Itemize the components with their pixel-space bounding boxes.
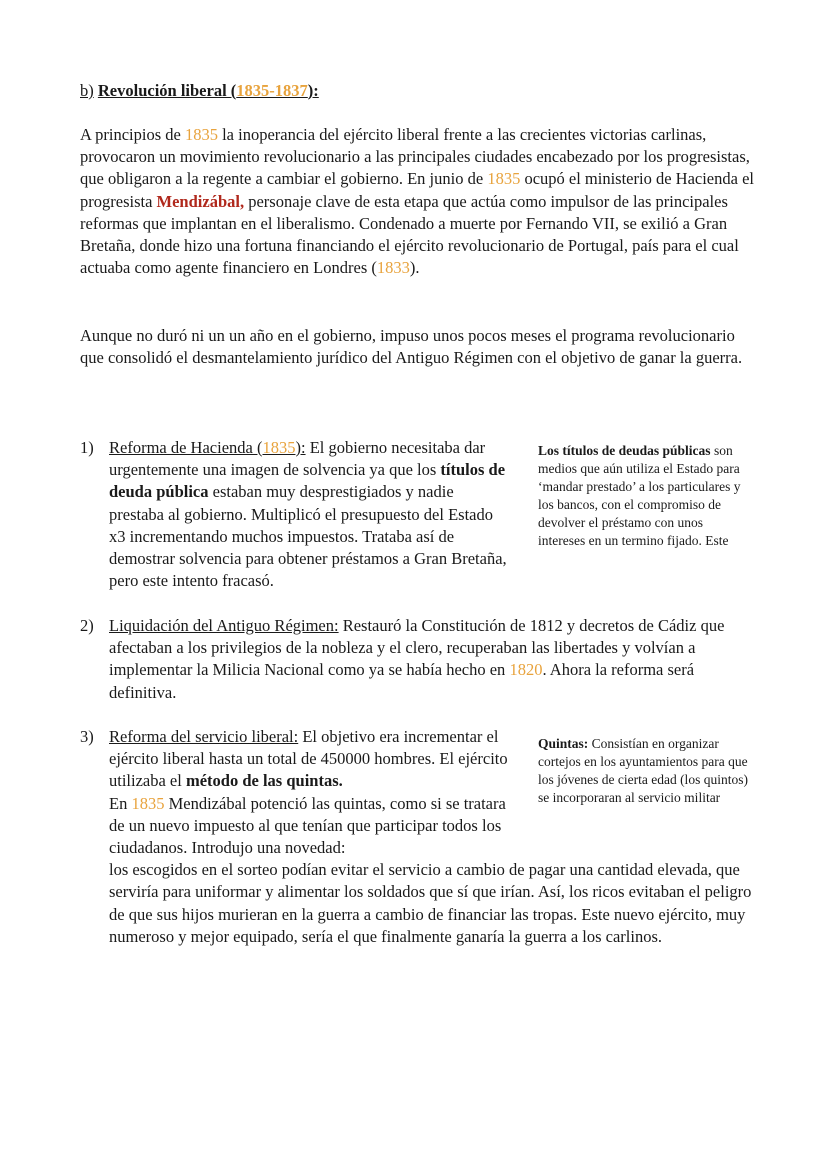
item-title-text: Reforma de Hacienda ( xyxy=(109,438,263,457)
section-years: 1835-1837 xyxy=(236,81,308,100)
list-item-1 xyxy=(80,437,510,592)
intro-year-2: 1835 xyxy=(487,169,521,189)
second-paragraph: Aunque no duró ni un un año en el gobierno, impuso unos pocos meses el programa revolucionario que consolidó el desmantelamiento jurídico del Antiguo Régimen con el objetivo de ganar la guerra. xyxy=(80,326,743,368)
section-title xyxy=(98,81,319,100)
item-text-1: Restauró la Constitución de 1812 y decretos de Cádiz que afectaban a los privilegios de la nobleza y el clero, recuperaban las libertades y volvían a implementar la Milicia Nacional como ya se había hecho en xyxy=(109,616,725,680)
mendizabal-name: Mendizábal, xyxy=(156,191,245,211)
item-text-2: estaban muy desprestigiados y nadie prestaba al gobierno. Multiplicó el presupuesto del Estado x3 incrementando muchos impuestos. Trataba así de demostrar solvencia para obtener préstamos a Gran Bretaña, pero este intento fracasó. xyxy=(109,482,507,591)
list-item-2 xyxy=(80,615,760,704)
item-text-2: Mendizábal potenció las quintas, como si se tratara de un nuevo impuesto al que tenían que participar todos los ciudadanos. Introdujo una novedad: xyxy=(109,793,506,858)
list-item-body-top xyxy=(109,726,519,859)
intro-year-3: 1833 xyxy=(376,258,410,278)
note-quintas-text: Consistían en organizar cortejos en los ayuntamientos para que los jóvenes de cierta edad (los quintos) se incorporaran al servicio militar xyxy=(538,736,748,805)
section-letter: b) xyxy=(80,81,94,100)
item-year: 1835 xyxy=(262,438,296,457)
section-heading xyxy=(80,80,319,102)
item-bold-term: títulos de deuda pública xyxy=(109,460,506,502)
intro-text-2: la inoperancia del ejército liberal frente a las crecientes victorias carlinas, provocaron un movimiento revolucionario a las principales ciudades encabezado por los progresistas, que obligaron a la regente a cambiar el gobierno. En junio de xyxy=(80,125,750,189)
list-number: 1) xyxy=(80,438,94,457)
item-year: 1820 xyxy=(509,660,543,680)
item-title: Reforma del servicio liberal: xyxy=(109,727,299,746)
item-title: Liquidación del Antiguo Régimen: xyxy=(109,616,339,635)
item-year: 1835 xyxy=(131,793,165,813)
note-quintas xyxy=(538,735,753,807)
item-text-1: El objetivo era incrementar el ejército liberal hasta un total de 450000 hombres. El ejército utilizaba el xyxy=(109,727,508,791)
item-text-2: . Ahora la reforma será definitiva. xyxy=(109,660,695,702)
list-number: 3) xyxy=(80,727,94,746)
intro-text-4: personaje clave de esta etapa que actúa como impulsor de las principales reformas que implantan en el liberalismo. Condenado a muerte por Fernando VII, se exilió a Gran Bretaña, donde hizo una fortuna financiando el ejército revolucionario de Portugal, país para el cual actuaba como agente financiero en Londres ( xyxy=(80,191,739,278)
section-title-text: Revolución liberal ( xyxy=(97,81,237,100)
note-quintas-title: Quintas: xyxy=(538,736,589,751)
section-title-close: ): xyxy=(307,81,319,100)
intro-year-1: 1835 xyxy=(184,125,218,144)
list-item-body-bottom: los escogidos en el sorteo podían evitar el servicio a cambio de pagar una cantidad elevada, que serviría para uniformar y alimentar los soldados que sí que irían. Así, los ricos evitaban el peligro de que sus hijos murieran en la guerra a cambio de financiar las tropas. Este nuevo ejército, muy numeroso y mejor equipado, sería el que finalmente ganaría la guerra a los carlinos. xyxy=(109,860,752,946)
list-item-body xyxy=(109,437,510,592)
item-title xyxy=(109,438,306,457)
item-text-pre: En xyxy=(109,793,132,813)
note-deuda-publica xyxy=(538,442,753,550)
note-deuda-text: son medios que aún utiliza el Estado para ‘mandar prestado’ a los particulares y los bancos, con el compromiso de devolver el préstamo con unos intereses en un termino fijado. Este xyxy=(538,443,741,548)
note-deuda-title: Los títulos de deudas públicas xyxy=(538,443,711,458)
intro-text-1: A principios de xyxy=(80,125,185,144)
intro-text-3: ocupó el ministerio de Hacienda el progresista xyxy=(80,169,754,211)
intro-paragraph xyxy=(80,124,760,279)
list-item-body xyxy=(109,615,760,704)
item-bold-term: método de las quintas. xyxy=(185,771,343,791)
intro-text-5: ). xyxy=(409,258,420,278)
list-number: 2) xyxy=(80,616,94,635)
item-text-1: El gobierno necesitaba dar urgentemente una imagen de solvencia ya que los xyxy=(109,438,486,480)
item-title-close: ): xyxy=(295,438,306,457)
